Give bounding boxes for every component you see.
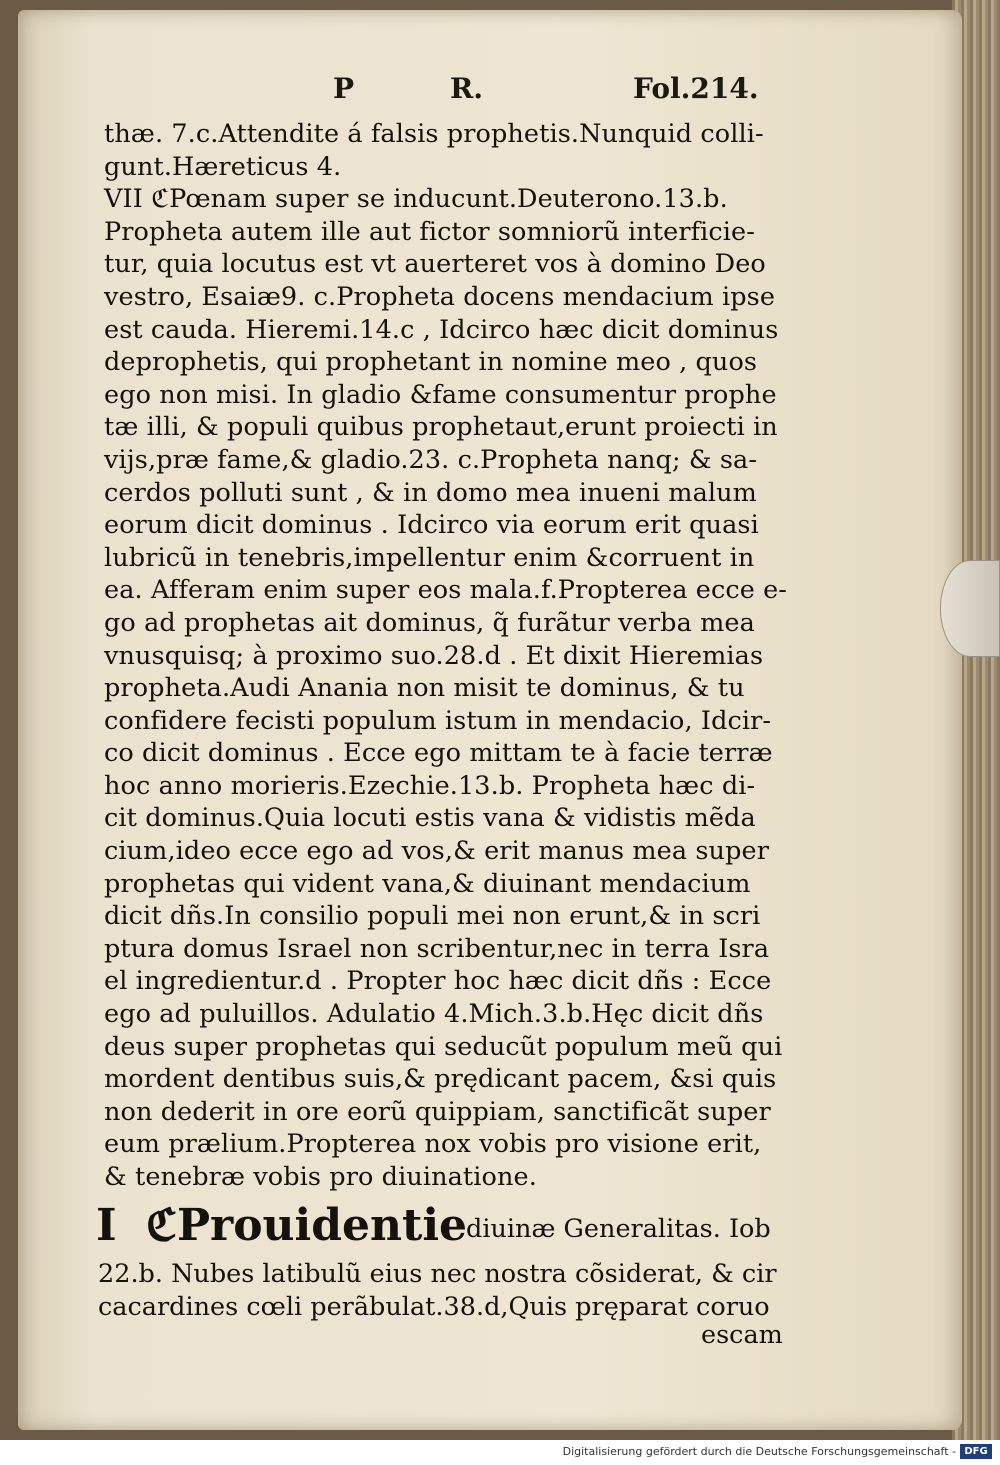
body-text-line: vnusquisq; à proximo suo.28.d . Et dixit Hieremias <box>104 640 764 671</box>
body-text-line: hoc anno morieris.Ezechie.13.b. Propheta hæc di- <box>104 770 756 801</box>
body-text-line: tæ illi, & populi quibus prophetaut,erunt proiecti in <box>104 412 778 443</box>
body-text-line: vestro, Esaiæ9. c.Propheta docens mendacium ipse <box>104 281 776 312</box>
body-text-line: deus super prophetas qui seducũt populum meũ qui <box>104 1031 783 1062</box>
body-text-line: propheta.Audi Anania non misit te dominus, & tu <box>104 673 745 704</box>
body-text-line: lubricũ in tenebris,impellentur enim &corruent in <box>104 542 755 573</box>
body-text-line: cit dominus.Quia locuti estis vana & vidistis mẽda <box>104 803 756 834</box>
body-text-line: mordent dentibus suis,& prędicant pacem, &si quis <box>104 1064 777 1095</box>
body-text-line: el ingredientur.d . Propter hoc hæc dicit dñs : Ecce <box>104 966 772 997</box>
folio-number: Fol.214. <box>633 72 759 105</box>
body-text-line: tur, quia locutus est vt auerteret vos à domino Deo <box>104 249 766 280</box>
book-page <box>18 10 962 1430</box>
body-text-line: vijs,præ fame,& gladio.23. c.Propheta nanq; & sa- <box>104 444 758 475</box>
body-text-line: thæ. 7.c.Attendite á falsis prophetis.Nunquid colli- <box>104 119 764 149</box>
body-text-line: eorum dicit dominus . Idcirco via eorum erit quasi <box>104 510 759 541</box>
body-text-line: VII ℭPœnam super se inducunt.Deuterono.13.b. <box>104 184 728 215</box>
body-text-line: Propheta autem ille aut fictor somniorũ interficie- <box>104 216 755 247</box>
body-text-line: ego ad puluillos. Adulatio 4.Mich.3.b.Hęc dicit dñs <box>104 999 764 1030</box>
header-letter-left: P <box>333 72 355 105</box>
body-text-line: co dicit dominus . Ecce ego mittam te à facie terræ <box>104 738 773 769</box>
body-text <box>104 118 804 1194</box>
body-text-line: prophetas qui vident vana,& diuinant mendacium <box>104 868 751 899</box>
body-text-line: deprophetis, qui prophetant in nomine meo , quos <box>104 347 758 378</box>
funding-notice: Digitalisierung gefördert durch die Deutsche Forschungsgemeinschaft - <box>562 1445 956 1458</box>
body-text-line: ptura domus Israel non scribentur,nec in terra Isra <box>104 933 770 964</box>
running-header <box>88 72 788 112</box>
body-text-line: gunt.Hæreticus 4. <box>104 151 342 182</box>
tail-text <box>98 1258 798 1323</box>
catchword: escam <box>701 1320 783 1350</box>
section-title: ℭProuidentie <box>146 1200 468 1251</box>
section-subtitle: diuinæ Generalitas. Iob <box>466 1214 771 1244</box>
body-text-line: cium,ideo ecce ego ad vos,& erit manus mea super <box>104 836 769 867</box>
page-clip <box>940 560 1000 657</box>
body-text-line: non dederit in ore eorũ quippiam, sanctificãt super <box>104 1096 771 1127</box>
body-text-line: ego non misi. In gladio &fame consumentur prophe <box>104 379 777 410</box>
footer-bar <box>0 1440 1000 1465</box>
dfg-logo: DFG <box>960 1444 992 1459</box>
tail-text-line: 22.b. Nubes latibulũ eius nec nostra cõsiderat, & cir <box>98 1259 777 1289</box>
section-heading <box>96 1200 816 1256</box>
body-text-line: go ad prophetas ait dominus, q̃ furãtur verba mea <box>104 607 755 638</box>
body-text-line: cerdos polluti sunt , & in domo mea inueni malum <box>104 477 757 508</box>
section-number: I <box>96 1200 117 1251</box>
body-text-line: eum prælium.Propterea nox vobis pro visione erit, <box>104 1129 762 1160</box>
tail-text-line: cacardines cœli perãbulat.38.d,Quis pręparat coruo <box>98 1291 770 1322</box>
body-text-line: & tenebræ vobis pro diuinatione. <box>104 1162 537 1192</box>
body-text-line: confidere fecisti populum istum in mendacio, Idcir- <box>104 705 772 736</box>
body-text-line: dicit dñs.In consilio populi mei non erunt,& in scri <box>104 901 761 932</box>
body-text-line: est cauda. Hieremi.14.c , Idcirco hæc dicit dominus <box>104 314 779 345</box>
header-letter-right: R. <box>450 72 484 105</box>
body-text-line: ea. Afferam enim super eos mala.f.Propterea ecce e- <box>104 575 788 606</box>
